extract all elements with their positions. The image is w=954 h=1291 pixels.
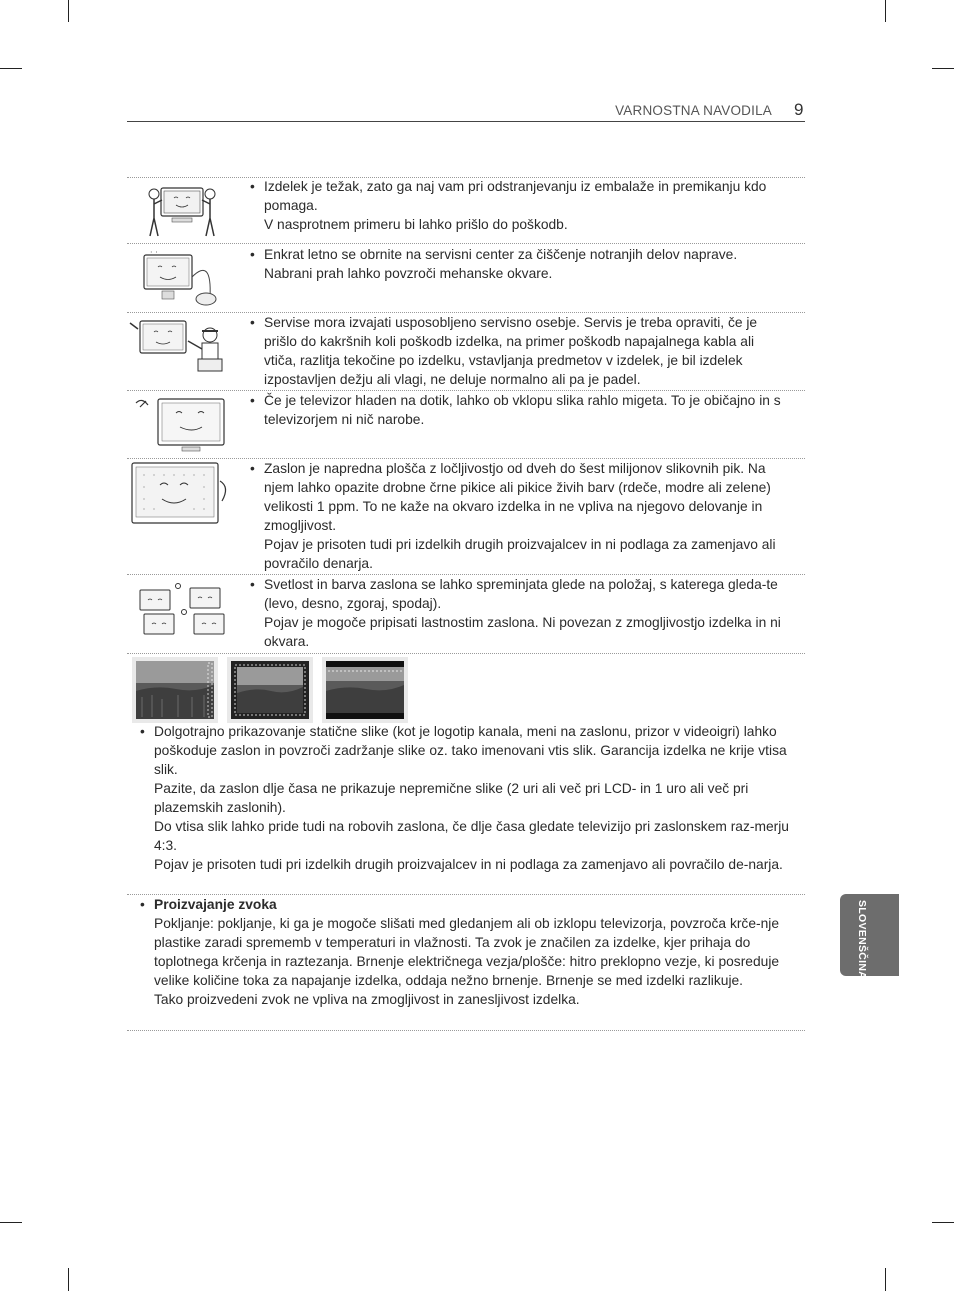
section-title: VARNOSTNA NAVODILA (615, 103, 772, 118)
item-6-text (264, 575, 790, 651)
row-divider (127, 1030, 805, 1031)
bullet: • (250, 393, 255, 408)
crop-mark (932, 68, 954, 69)
row-divider (127, 243, 805, 244)
crop-mark (68, 1268, 69, 1291)
bullet: • (250, 247, 255, 262)
cleaning-tv-illustration (136, 247, 222, 309)
item-3-text (264, 313, 788, 389)
text-line: Nabrani prah lahko povzroči mehanske okvare. (264, 266, 553, 281)
bullet: • (250, 315, 255, 330)
crop-mark (885, 0, 886, 22)
text-line: Pokljanje: pokljanje, ki ga je mogoče slišati med gledanjem ali ob izklopu televizorja, povzroča krče-nje plastike zaradi sprememb v temperaturi in vlažnosti. Ta zvok je značilen za izdelke, kjer prihaja do toplotnega krčenja in raztezanja. Brnenje električnega vezja/plošče: hitro preklopno vezje, ki posreduje velike količine toka za napajanje izdelka, oddaja nežno brnenje. Brnenje se med izdelki razlikuje. (154, 916, 780, 988)
bullet: • (250, 179, 255, 194)
language-tab-label: SLOVENŠČINA (856, 900, 868, 980)
item-4-text (264, 391, 794, 429)
text-line: Pojav je prisoten tudi pri izdelkih drugih proizvajalcev in ni podlaga za zamenjavo ali povračilo de-narja. (154, 857, 783, 872)
text-line: Pojav je prisoten tudi pri izdelkih drugih proizvajalcev in ni podlaga za zamenjavo ali povračilo denarja. (264, 537, 776, 571)
language-tab (840, 894, 899, 980)
text-line: Servise mora izvajati usposobljeno servisno osebje. Servis je treba opraviti, če je prišlo do kakršnih koli poškodb izdelka, na primer poškodb napajalnega kabla ali vtiča, razlitja tekočine po izdelku, vstavljanja predmetov v izdelek, je bil izdelek izpostavljen dežju ali vlagi, ne deluje normalno ali pa je padel. (264, 315, 758, 387)
text-line: Pojav je mogoče pripisati lastnostim zaslona. Ni povezan z zmogljivostjo izdelka in ni okvara. (264, 615, 781, 649)
viewing-angle-illustration (134, 582, 232, 640)
text-line: Enkrat letno se obrnite na servisni center za čiščenje notranjih delov naprave. (264, 247, 738, 262)
item-8-text (154, 895, 790, 1009)
carrying-tv-illustration (146, 182, 218, 240)
crop-mark (0, 1222, 22, 1223)
text-line: Dolgotrajno prikazovanje statične slike (kot je logotip kanala, meni na zaslonu, prizor v videoigri) lahko poškoduje zaslon in povzroči zadržanje slike oz. tako imenovani vtis slik. Garancija izdelka ne krije vtisa slik. (154, 724, 787, 777)
row-divider (127, 653, 805, 654)
crop-mark (885, 1268, 886, 1291)
crop-mark (932, 1222, 954, 1223)
bullet: • (250, 577, 255, 592)
text-line: V nasprotnem primeru bi lahko prišlo do poškodb. (264, 217, 568, 232)
item-7-text (154, 722, 790, 874)
item-1-text (264, 177, 794, 234)
text-line: Do vtisa slik lahko pride tudi na robovih zaslona, če dlje časa gledate televizijo pri zaslonskem raz-merju 4:3. (154, 819, 789, 853)
bullet: • (250, 461, 255, 476)
text-line: Svetlost in barva zaslona se lahko spreminjata glede na položaj, s katerega gleda-te (levo, desno, zgoraj, spodaj). (264, 577, 778, 611)
item-heading: Proizvajanje zvoka (154, 897, 277, 912)
image-retention-thumbnail (322, 657, 408, 723)
text-line: Tako proizvedeni zvok ne vpliva na zmogljivost in zanesljivost izdelka. (154, 992, 580, 1007)
item-5-text (264, 459, 794, 573)
service-technician-illustration (128, 315, 228, 375)
header-rule (127, 121, 805, 122)
crop-mark (0, 68, 22, 69)
pixels-tv-illustration (130, 461, 234, 527)
bullet: • (140, 897, 145, 912)
page-number: 9 (794, 100, 804, 119)
text-line: Izdelek je težak, zato ga naj vam pri odstranjevanju iz embalaže in premikanju kdo pomaga. (264, 179, 767, 213)
image-retention-thumbnail (227, 657, 313, 723)
image-retention-thumbnail (132, 657, 218, 723)
text-line: Če je televizor hladen na dotik, lahko ob vklopu slika rahlo migeta. To je običajno in s televizorjem ni nič narobe. (264, 393, 781, 427)
crop-mark (68, 0, 69, 22)
item-2-text (264, 245, 794, 283)
flicker-tv-illustration (132, 393, 228, 455)
text-line: Zaslon je napredna plošča z ločljivostjo od dveh do šest milijonov slikovnih pik. Na njem lahko opazite drobne črne pikice ali pikice živih barv (rdeče, modre ali zelene) velikosti 1 ppm. To ne kaže na okvaro izdelka in ne vpliva na njegovo delovanje in zmogljivost. (264, 461, 771, 533)
bullet: • (140, 724, 145, 739)
svg-text:· ·: · · (150, 248, 158, 257)
text-line: Pazite, da zaslon dlje časa ne prikazuje nepremične slike (2 uri ali več pri LCD- in 1 uro ali več pri plazemskih zaslonih). (154, 781, 749, 815)
